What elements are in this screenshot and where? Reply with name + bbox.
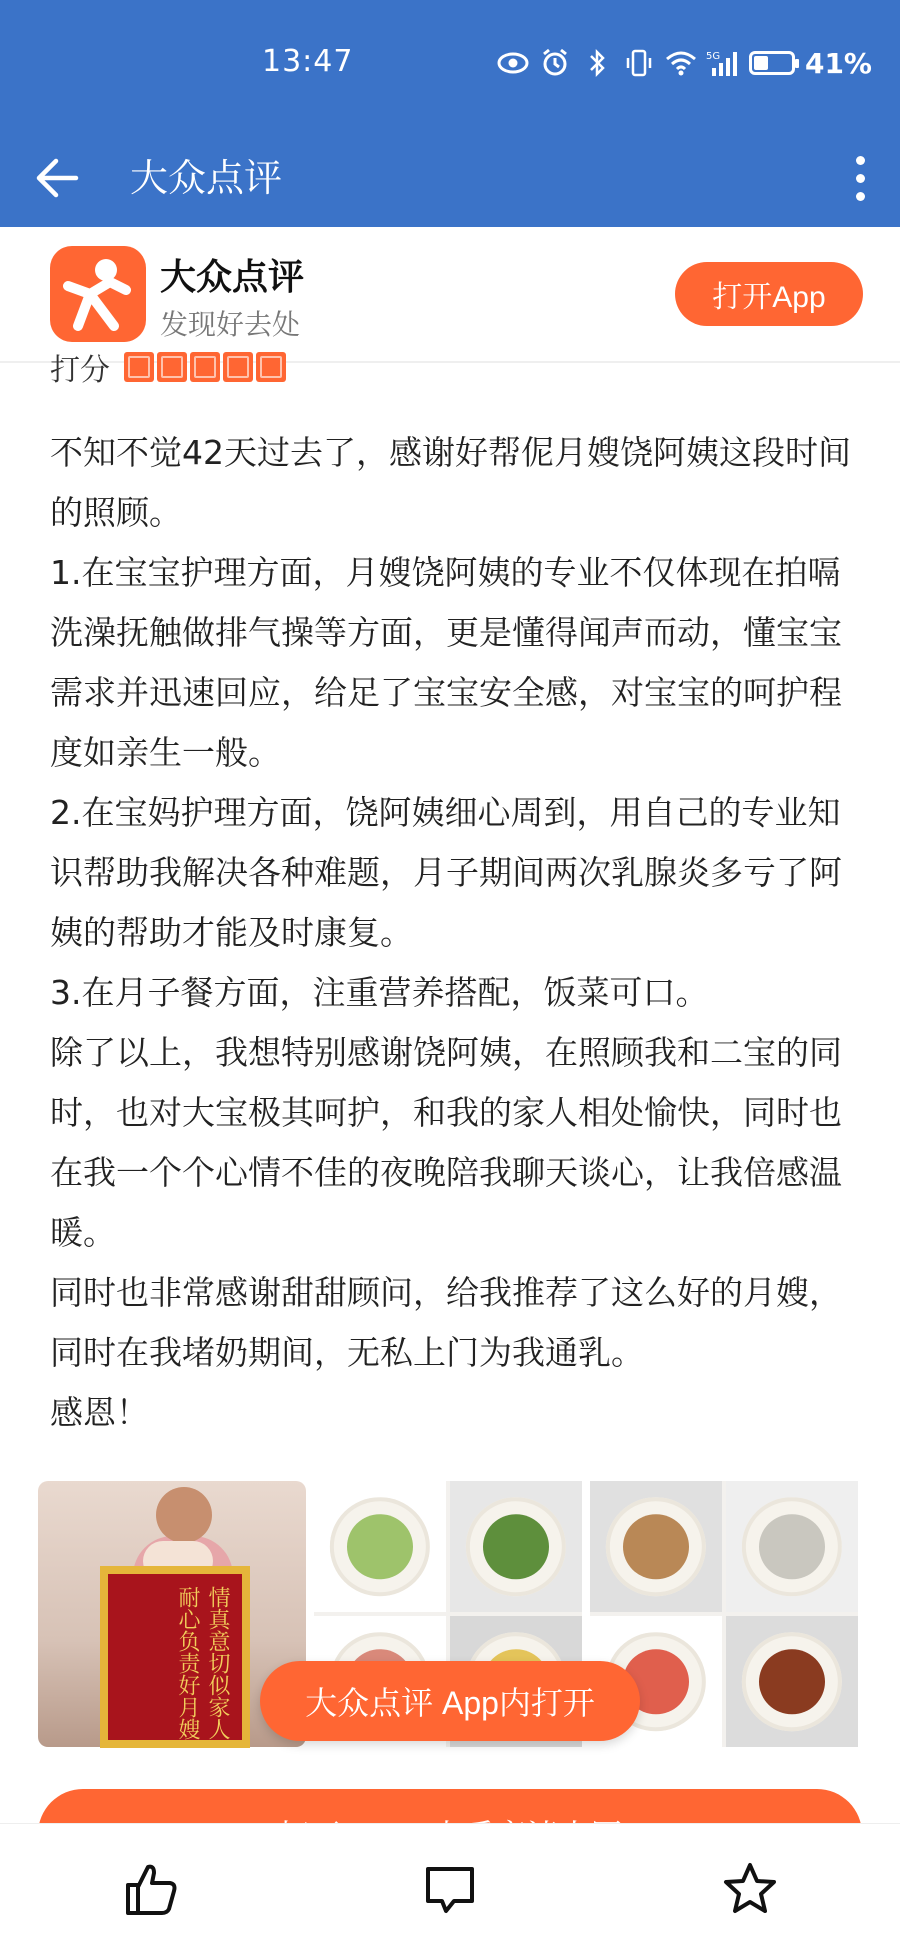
review-paragraph: 2.在宝妈护理方面，饶阿姨细心周到，用自己的专业知识帮助我解决各种难题，月子期间两次乳腺炎多亏了阿姨的帮助才能及时康复。	[50, 793, 842, 952]
rating-label: 打分	[50, 353, 110, 388]
bottom-action-bar	[0, 1823, 900, 1950]
star-icon[interactable]	[715, 1854, 785, 1924]
app-subtitle: 发现好去处	[160, 308, 301, 341]
award-banner	[100, 1566, 250, 1748]
star-rating	[124, 352, 286, 382]
dish-image	[450, 1481, 582, 1612]
star-icon	[256, 352, 286, 382]
banner-text: 情真意切似家人 耐心负责好月嫂	[175, 1586, 230, 1740]
review-content	[0, 353, 900, 1823]
star-icon	[157, 352, 187, 382]
app-download-banner	[0, 227, 900, 363]
review-paragraph: 同时也非常感谢甜甜顾问，给我推荐了这么好的月嫂，同时在我堵奶期间，无私上门为我通乳。	[50, 1273, 842, 1372]
dish-image	[726, 1616, 858, 1747]
star-icon	[223, 352, 253, 382]
review-text	[50, 423, 860, 1443]
dianping-logo-icon	[50, 246, 146, 342]
status-icons	[497, 46, 872, 80]
title-bar	[0, 130, 900, 227]
star-icon	[190, 352, 220, 382]
app-name: 大众点评	[160, 257, 305, 298]
battery-percentage: 41%	[804, 46, 872, 80]
top-header	[0, 0, 900, 227]
more-vertical-icon[interactable]	[840, 142, 880, 214]
open-in-app-floating-button[interactable]: 大众点评 App内打开	[260, 1661, 640, 1741]
eye-icon	[497, 48, 529, 78]
review-paragraph: 1.在宝宝护理方面，月嫂饶阿姨的专业不仅体现在拍嗝洗澡抚触做排气操等方面，更是懂得闻声而动，懂宝宝需求并迅速回应，给足了宝宝安全感，对宝宝的呵护程度如亲生一般。	[50, 553, 842, 772]
vibrate-icon	[623, 48, 655, 78]
thumbs-up-icon[interactable]	[115, 1854, 185, 1924]
wifi-icon	[665, 48, 697, 78]
battery-icon	[749, 51, 795, 75]
status-bar	[0, 0, 900, 130]
arrow-left-icon[interactable]	[28, 148, 88, 208]
dish-image	[314, 1481, 446, 1612]
review-paragraph: 感恩！	[50, 1393, 149, 1432]
comment-icon[interactable]	[415, 1854, 485, 1924]
review-paragraph: 不知不觉42天过去了，感谢好帮伲月嫂饶阿姨这段时间的照顾。	[50, 433, 851, 532]
signal-5g-icon	[707, 48, 739, 78]
review-paragraph: 3.在月子餐方面，注重营养搭配，饭菜可口。	[50, 973, 709, 1012]
dish-image	[590, 1481, 722, 1612]
bluetooth-icon	[581, 48, 613, 78]
svg-text:5G: 5G	[705, 51, 721, 62]
star-icon	[124, 352, 154, 382]
status-time: 13:47	[262, 44, 354, 79]
review-rating-row	[50, 345, 286, 389]
alarm-icon	[539, 48, 571, 78]
page-title: 大众点评	[130, 156, 283, 200]
dish-image	[726, 1481, 858, 1612]
open-app-button[interactable]: 打开App	[675, 262, 863, 326]
person-head	[156, 1487, 212, 1543]
review-paragraph: 除了以上，我想特别感谢饶阿姨，在照顾我和二宝的同时，也对大宝极其呵护，和我的家人相处愉快，同时也在我一个个心情不佳的夜晚陪我聊天谈心，让我倍感温暖。	[50, 1033, 842, 1252]
